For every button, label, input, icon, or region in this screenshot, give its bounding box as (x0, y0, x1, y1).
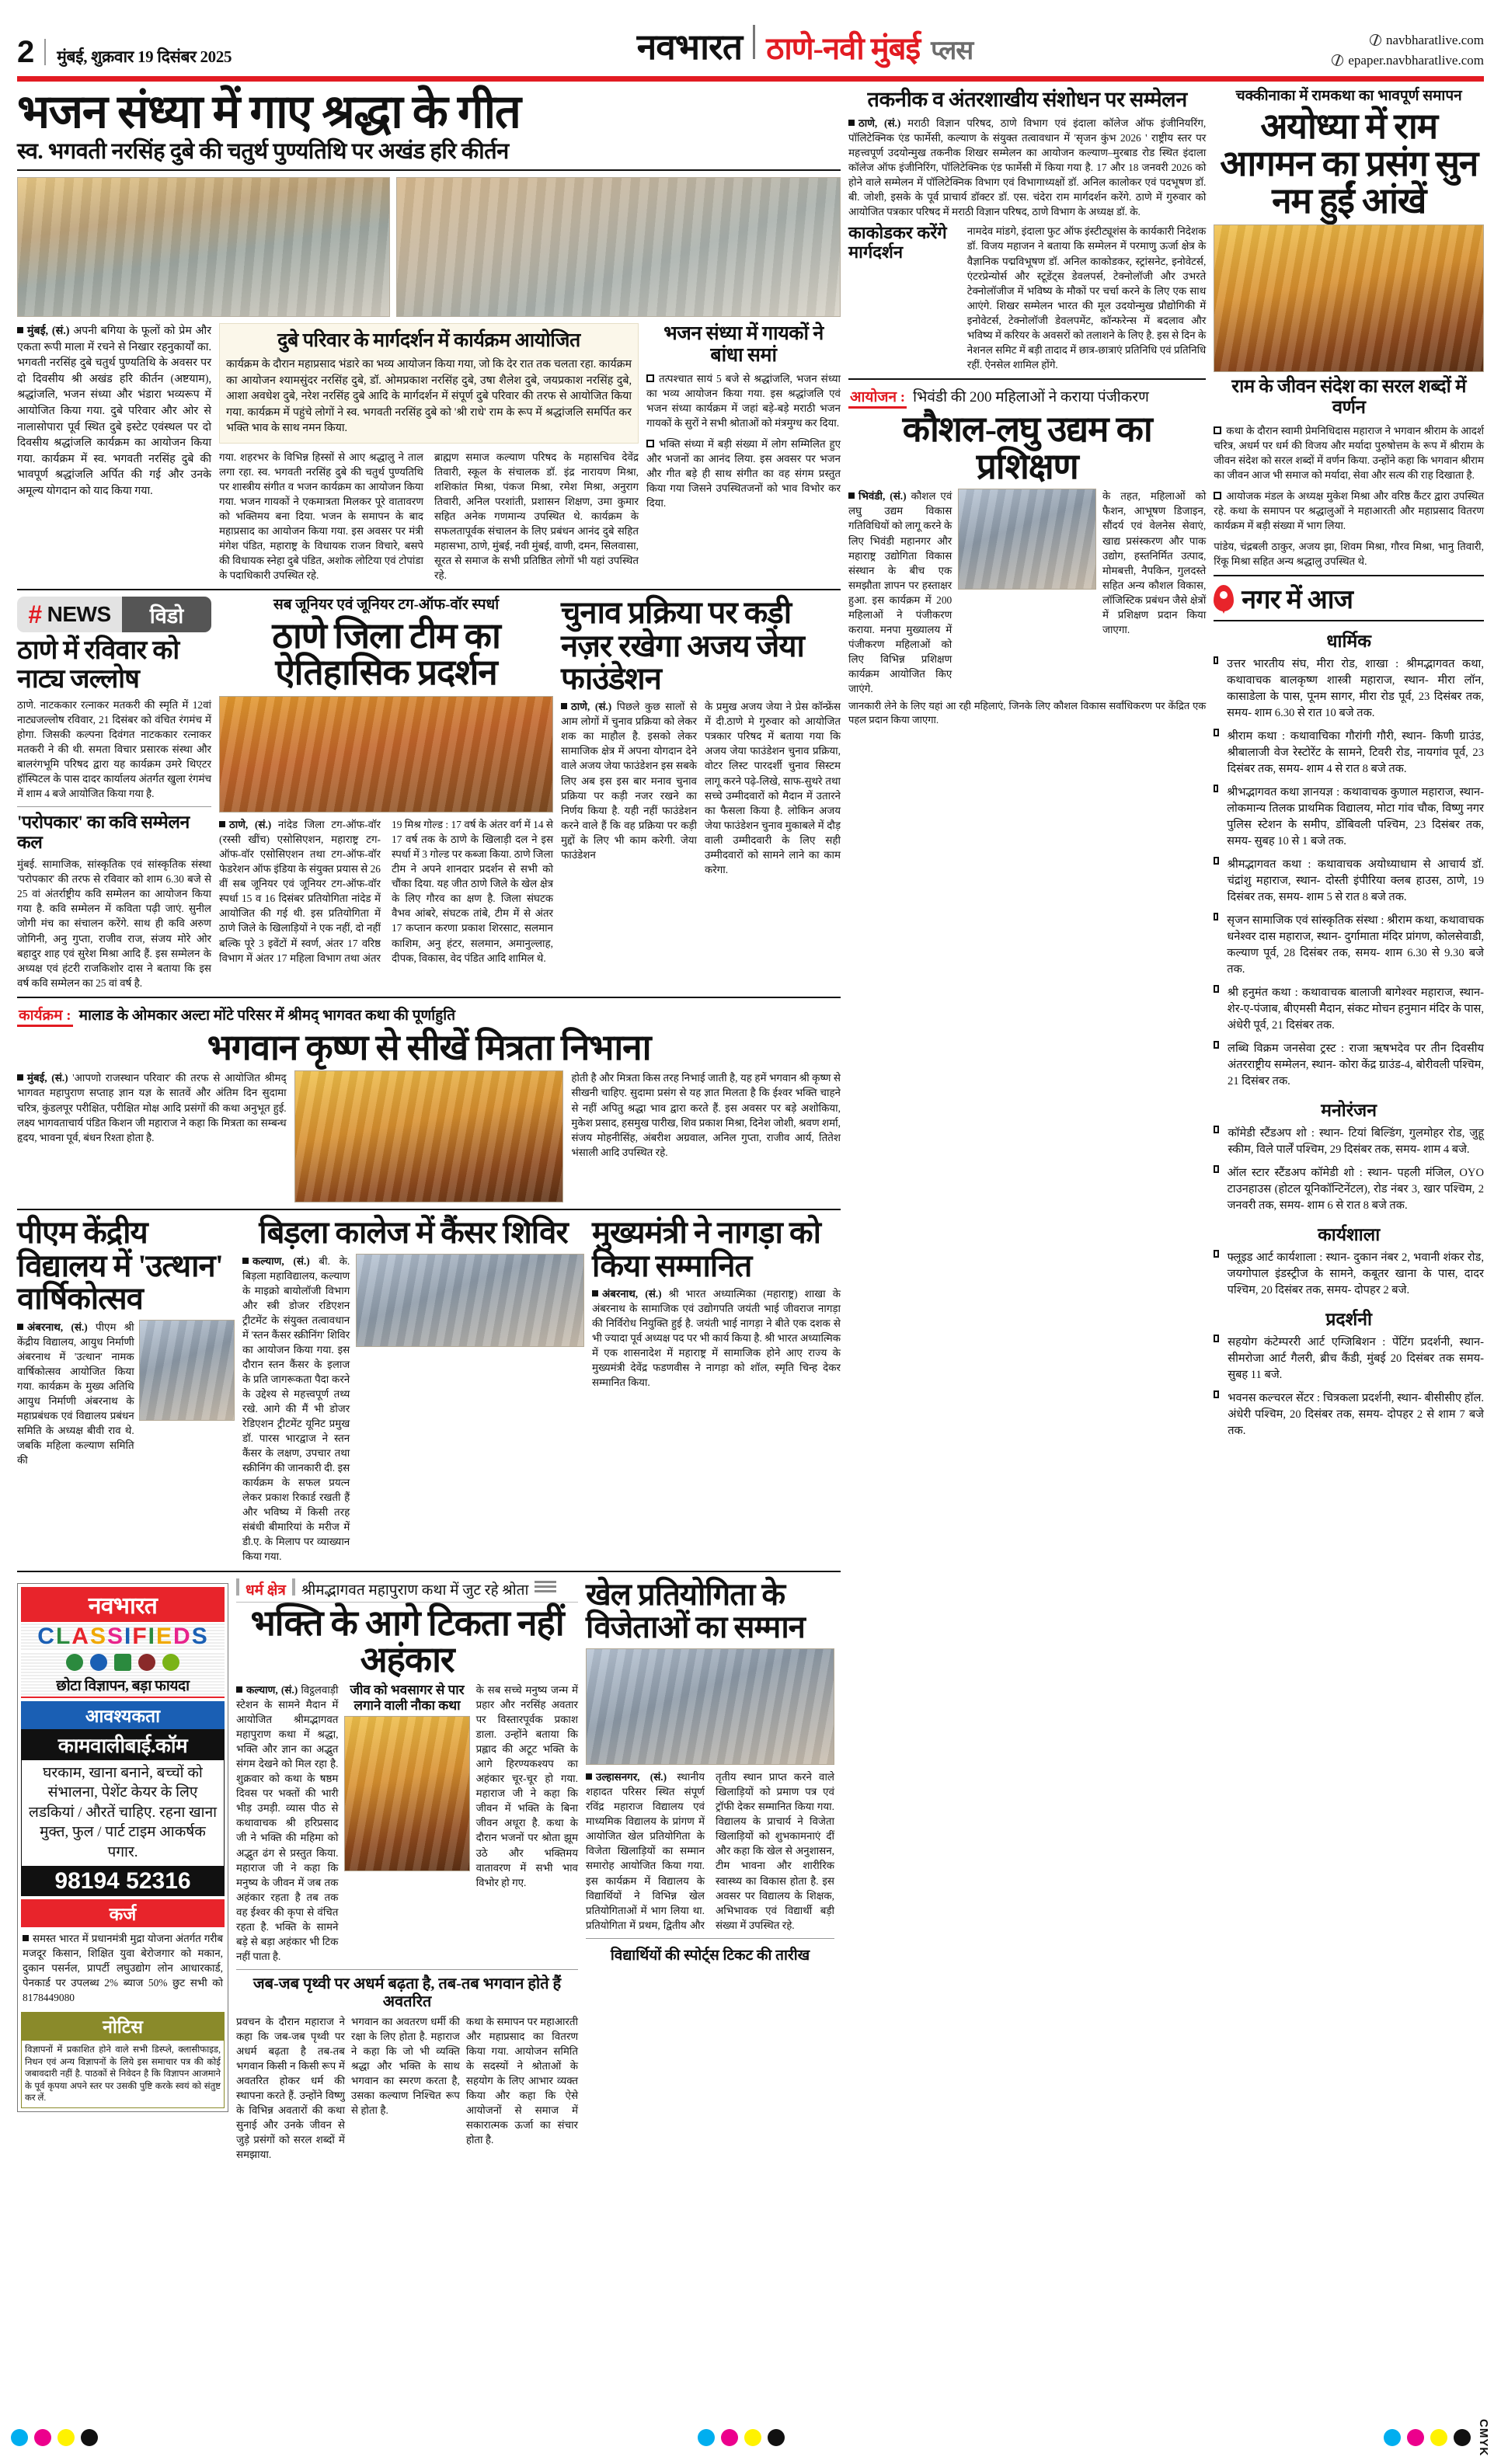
tug-headline: ठाणे जिला टीम का ऐतिहासिक प्रदर्शन (272, 615, 500, 693)
ring-icon (138, 1654, 155, 1671)
dharm-label: धर्म क्षेत्र (246, 1582, 286, 1599)
lead-subheadline: स्व. भगवती नरसिंह दुबे की चतुर्थ पुण्यतिथि पर अखंड हरि कीर्तन (17, 139, 841, 171)
classifieds-section-loan: कर्ज (21, 1899, 225, 1927)
classifieds-section-jobs: आवश्यकता (21, 1701, 225, 1729)
list-item (1214, 913, 1484, 978)
krishna-body-2: होती है और मित्रता किस तरह निभाई जाती है, यह हमें भगवान श्री कृष्ण से सीखनी चाहिए. सुदामा प्रसंग से यह ज्ञात मिलता है कि ईश्वर भक्ति चाहने से नहीं अपितु श्रद्धा भाव द्वारा करते हैं. इस अवसर पर बड़े अशोकिया, मुकेश प्रसाद, हसमुख पारीख, शिव प्रकाश मिश्रा, दिनेश जोशी, श्रवण शर्मा, संजय मोहनीसिंह, अंबरीश अग्रवाल, अनिल गुप्ता, राजीव आर्य, तितेश भंसाली आदि उपस्थित रहे. (571, 1072, 841, 1158)
bullet-square-icon (219, 821, 225, 827)
bullet-hollow-icon (1214, 426, 1221, 434)
bullet-square-icon (848, 492, 855, 499)
classifieds-word: C L A S S I F I E D S (21, 1622, 225, 1651)
lead-sub-headline: दुबे परिवार के मार्गदर्शन में कार्यक्रम आयोजित (277, 329, 580, 351)
sports-body: स्थानीय शहादत परिसर स्थित संपूर्ण रविंद्र महाराज विद्यालय एवं माध्यमिक विद्यालय के प्रांगण में आयोजित खेल प्रतियोगिता के विजेता खिलाड़ियों का सम्मान समारोह आयोजित किया गया. इस कार्यक्रम में विद्यालय के विद्यार्थियों ने विभिन्न खेल प्रतियोगिताओं में भाग लिया था. प्रतियोगिता में प्रथम, द्वितीय और तृतीय स्थान प्राप्त करने वाले खिलाड़ियों को प्रमाण पत्र एवं ट्रॉफी देकर सम्मानित किया गया. विद्यालय के प्राचार्य ने विजेता खिलाड़ियों को शुभकामनाएं दीं और कहा कि खेल से अनुशासन, टीम भावना और शारीरिक स्वास्थ्य का विकास होता है. इस अवसर पर विद्यालय के शिक्षक, अभिभावक एवं विद्यार्थी बड़ी संख्या में उपस्थित रहे. (586, 1771, 834, 1931)
cm-nagda-headline: मुख्यमंत्री ने नागड़ा को किया सम्मानित (592, 1215, 820, 1283)
tech-conf-body-2: नामदेव मांडगे, इंदाला फुट ऑफ इंस्टीट्यूशंस के कार्यकारी निदेशक डॉ. विजय महाजन ने बताया कि सम्मेलन में परमाणु ऊर्जा क्षेत्र के वैज्ञानिक पद्मविभूषण डॉ. अनिल काकोडकर, स्ट्रांसनेट, इनोवेटर्स, एंटरप्रेन्योर्स और स्टूडेंट्स डेवलपर्स, टेक्नोलॉजी और उभरते टेक्नोलॉजीज में भविष्य के मौकों पर चर्चा करने के लिए एक साथ आएंगे. शिखर सम्मेलन भारत की मूल उदयोन्मुख प्रौद्योगिकी में इनोवेटर्स, टेक्नोलॉजी डेवलपमेंट, कॉन्फरेन्स में बदलाव और भविष्य में करियर के अवसरों को तलाशने के लिए है. इस से दिन के नेशनल समिट में बड़ी तादाद में छात्र-छात्राएं प्रतिनिधि एवं प्रतिनिधि रहीं. ऐनसेल शामिल होंगे. (966, 225, 1207, 371)
tug-dateline: ठाणे, (सं.) (229, 819, 272, 831)
election-body-1: पिछले कुछ सालों से आम लोगों में चुनाव प्रक्रिया को लेकर शक का माहौल है. इसको लेकर सामाजिक क्षेत्र में अपना योगदान देने वाले अजय जेया फाउंडेशन इस सबके लिए अब इस इस बार मनाव चुनाव प्रक्रिया पर कड़ी नजर रखने का निर्णय किया है. यही नहीं फाउंडेशन करने वाले हैं कि वह प्रक्रिया पर कड़ी मुद्दों के लिए भी काम करेगी. जेया फाउंडेशन (561, 701, 698, 861)
article-news-video (17, 597, 211, 990)
kaushal-kicker-line (848, 386, 1206, 409)
bullet-hollow-icon (1214, 1335, 1219, 1342)
chakkinaka-headline: अयोध्या में राम आगमन का प्रसंग सुन नम हुईं आंखें (1220, 106, 1478, 221)
sports-footer-headline: विद्यार्थियों की स्पोर्ट्स टिकट की तारीख (610, 1947, 810, 1964)
krishna-kicker-line (17, 1004, 841, 1027)
lead-bullet-2: भक्ति संध्या में बड़ी संख्या में लोग सम्मिलित हुए और भजनों का आनंद लिया. इस अवसर पर भजन और गीत बड़े ही साथ संगीत का वह संगम प्रस्तुत किया गया जिसने उपस्थितजनों को भाव विभोर कर दिया. (646, 438, 841, 510)
lead-continuation (219, 450, 639, 583)
lead-bullet-1: तत्पश्चात सायं 5 बजे से श्रद्धांजलि, भजन संध्या का भव्य आयोजन किया गया. इस श्रद्धांजलि एवं भजन संध्या कार्यक्रम में जहां बड़े-बड़े मराठी भजन गायकों के सुरों ने सभी श्रोताओं को मंत्रमुग्ध कर दिया. (646, 372, 841, 430)
masthead-left (17, 35, 452, 70)
website-epaper[interactable]: epaper.navbharatlive.com (1348, 52, 1484, 68)
cmyk-marks-right (1384, 2419, 1490, 2456)
dharm-body-2: के सब सच्चे मनुष्य जन्म में प्रहार और नरसिंह अवतार पर विस्तारपूर्वक प्रकाश डाला. उन्होंने बताया कि प्रह्लाद की अटूट भक्ति के आगे हिरण्यकश्यप का अहंकार चूर-चूर हो गया. महाराज जी ने कहा कि जीवन में भक्ति के बिना जीवन अधूरा है. कथा के दौरान भजनों पर श्रोता झूम उठे और भक्तिमय वातावरण में सभी भाव विभोर हो गए. (475, 1684, 578, 1888)
event-text: सृजन सामाजिक एवं सांस्कृतिक संस्था : श्रीराम कथा, कथावाचक धनेश्वर दास महाराज, स्थान- दुर्गामाता मंदिर प्रांगण, कोलसेवाडी, कल्याण पूर्व, 28 दिसंबर तक, समय- शाम 6.30 से 9.30 बजे तक. (1227, 914, 1484, 976)
lead-subarticle (219, 323, 639, 444)
article-election (561, 597, 841, 990)
kavi-sammelan-headline: 'परोपकार' का कवि सम्मेलन कल (17, 812, 190, 852)
dharm-sub: जीव को भवसागर से पार लगाने वाली नौका कथा (350, 1683, 465, 1713)
list-item (1214, 985, 1484, 1034)
column-left (17, 88, 841, 2162)
event-text: सहयोग कंटेम्पररी आर्ट एग्जिबिशन : पेंटिंग प्रदर्शनी, स्थान- सीमरोजा आर्ट गैलरी, ब्रीच कैंडी, मुंबई 20 दिसंबर तक समय- सुबह 11 बजे. (1228, 1335, 1484, 1381)
graduation-cap-icon (114, 1654, 131, 1671)
bullet-hollow-icon (1214, 985, 1219, 993)
article-lead (17, 88, 841, 583)
video-badge-label: विडो (122, 597, 211, 632)
news-video-badge[interactable] (17, 597, 211, 632)
classifieds-block (17, 1578, 228, 2163)
cmyk-marks-center (698, 2429, 785, 2446)
globe-icon (1332, 54, 1343, 66)
article-kaushal (848, 386, 1206, 727)
bullet-hollow-icon (1214, 1250, 1218, 1258)
birla-headline: बिड़ला कालेज में कैंसर शिविर (259, 1215, 568, 1251)
lead-photo-2 (396, 177, 841, 317)
article-tech-conf (848, 88, 1206, 372)
bullet-hollow-icon (1214, 1165, 1218, 1173)
bullet-square-icon (17, 1074, 23, 1081)
lead-right-subhead: भजन संध्या में गायकों ने बांधा समां (663, 322, 824, 366)
bullet-hollow-icon (1214, 729, 1218, 736)
list-item (1214, 1165, 1484, 1214)
birla-body: बी. के. बिड़ला महाविद्यालय, कल्याण के माइक्रो बायोलॉजी विभाग और स्त्री डोजर रडिएशन ट्रीटमेंट के संयुक्त तत्वावधान में 'स्तन कैंसर स्क्रीनिंग' शिविर का आयोजन किया गया. इस दौरान स्तन कैंसर के इलाज के प्रति जागरूकता पैदा करने के उद्देश्य से महत्त्वपूर्ण तथ्य रखे. आगे की मैं भी डोजर रेडिएशन ट्रीटमेंट यूनिट प्रमुख डॉ. पारस भारद्वाज ने स्तन कैंसर के लक्षण, उपचार तथा स्क्रीनिंग की जानकारी दी. इस कार्यक्रम के सफल प्रयत्न लेकर प्रकाश रिकार्ड रखती हैं और भविष्य में किसी तरह संबंधी बीमारियां के मरीज में डी.ए. के मिलाप पर व्याख्यान किया गया. (242, 1255, 350, 1563)
chakkinaka-bullet-1: कथा के दौरान स्वामी प्रेमनिधिदास महाराज ने भगवान श्रीराम के आदर्श चरित्र, अधर्म पर धर्म की विजय और मर्यादा पुरुषोत्तम के रूप में श्रीराम के जीवन संदेश को सरल शब्दों में वर्णन किया. उन्होंने कहा कि भगवान श्रीराम का जीवन आज भी समाज को मर्यादा, सेवा और सत्य की राह दिखाता है. (1214, 424, 1484, 481)
kaushal-photo (958, 489, 1096, 590)
pm-kv-dateline: अंबरनाथ, (सं.) (27, 1321, 88, 1333)
dharm-footer-headline: जब-जब पृथ्वी पर अधर्म बढ़ता है, तब-तब भगवान होते हैं अवतरित (252, 1975, 562, 2010)
website-main[interactable]: navbharatlive.com (1385, 33, 1484, 47)
nagar-category-name: मनोरंजन (1321, 1100, 1377, 1120)
lead-headline: भजन संध्या में गाए श्रद्धा के गीत (17, 86, 521, 137)
dharm-dateline: कल्याण, (सं.) (246, 1684, 298, 1697)
dharm-footer-body-1: प्रवचन के दौरान महाराज ने कहा कि जब-जब पृथ्वी पर अधर्म बढ़ता है तब-तब भगवान किसी न किसी रूप में अवतरित होकर धर्म की स्थापना करते हैं. उन्होंने विष्णु के विभिन्न अवतारों की कथा सुनाई और उनके जीवन से जुड़े प्रसंगों को सरल शब्दों में समझाया. (236, 2015, 345, 2161)
event-text: श्रीमद्भागवत कथा : कथावाचक अयोध्याधाम से आचार्य डॉ. चंद्रांशु महाराज, स्थान- दोस्ती इंपीरिया क्लब हाउस, ठाणे, 19 दिसंबर तक, समय- शाम 5 से रात 8 बजे तक. (1227, 858, 1484, 903)
krishna-kicker: मालाड के ओमकार अल्टा मोंटे परिसर में श्रीमद् भागवत कथा की पूर्णाहुति (78, 1007, 456, 1024)
election-body-2: के प्रमुख अजय जेया ने प्रेस कॉन्फ्रेंस में दी.ठाणे मे गुरुवार को आयोजित पत्रकार परिषद में बताया गया कि अजय जेया फाउंडेशन चुनाव प्रक्रिया, वोटर लिस्ट पारदर्शी चुनाव सिस्टम लागू करने पढ़े-लिखे, साफ-सुथरे तथा सच्चे उम्मीदवारों को मैदान में उतारने का फैसला किया है. लोकिन अजय जेया फाउंडेशन चुनाव मुकाबले में दौड़ वाली उम्मीदवारी के लिए सही उम्मीदवारों को सामने लाने का काम करेगा. (705, 701, 841, 875)
bullet-hollow-icon (646, 440, 654, 447)
nagar-category-name: कार्यशाला (1318, 1224, 1381, 1244)
main-grid (11, 82, 1490, 2168)
pm-kv-body: पीएम श्री केंद्रीय विद्यालय, आयुध निर्माणी अंबरनाथ में 'उत्थान' नामक वार्षिकोत्सव आयोजित किया गया. कार्यक्रम के मुख्य अतिथि आयुध निर्माणी अंबरनाथ के महाप्रबंधक एवं विद्यालय प्रबंधन समिति के अध्यक्ष बीवी राव थे. जबकि महिला कल्याण समिति की (17, 1321, 134, 1466)
lead-photo-row (17, 177, 841, 317)
ad-body: घरकाम, खाना बनाने, बच्चों को संभालना, पेशेंट केयर के लिए लडकियां / औरतें चाहिए. रहना खाना मुक्त, फुल / पार्ट टाइम आकर्षक पगार. (21, 1760, 225, 1867)
bullet-hollow-icon (1214, 785, 1218, 792)
dharm-kicker: श्रीमद्भागवत महापुराण कथा में जुट रहे श्रोता (301, 1582, 529, 1599)
event-text: भवनस कल्चरल सेंटर : चित्रकला प्रदर्शनी, स्थान- बीसीसीए हॉल. अंधेरी पश्चिम, 20 दिसंबर तक, समय- दोपहर 2 से शाम 7 बजे तक. (1228, 1391, 1484, 1437)
article-cm-nagda (592, 1216, 841, 1564)
bullet-square-icon (242, 1258, 249, 1264)
cm-nagda-body: श्री भारत अध्यात्मिका (महाराष्ट्र) शाखा के अंबरनाथ के सामाजिक एवं उद्योगपति जयंती भाई जीवराज नागड़ा की निर्विरोध नियुक्ति हुई है. जयंती भाई नागड़ा ने बीते एक दशक से भी ज्यादा पूर्व अध्यक्ष पद पर भी कार्य किया है. श्री भारत अध्यात्मिक में एक शासनादेश में महाराष्ट्र में सामाजिक होने आए राज्य के मुख्यमंत्री देवेंद्र फडणवीस ने नागड़ा को शॉल, स्मृति चिन्ह देकर सम्मानित किया. (592, 1288, 841, 1389)
bullet-hollow-icon (1214, 1390, 1219, 1398)
tech-conf-dateline: ठाणे, (सं.) (858, 117, 901, 130)
bullet-hollow-icon (1214, 492, 1221, 499)
bullet-square-icon (561, 703, 567, 709)
loan-ad-body: समस्त भारत में प्रधानमंत्री मुद्रा योजना अंतर्गत गरीब मजदूर किसान, शिक्षित युवा बेरोजगार को मकान, दुकान पसर्नल, प्रापर्टी लघुउद्योग लोन आधारकार्ड, पेनकार्ड पर उपलब्ध 2% ब्याज 50% छुट सभी को 8178449080 (23, 1932, 223, 2003)
location-pin-icon (1214, 585, 1234, 611)
bullet-square-icon (236, 1686, 242, 1693)
kaushal-caption: जानकारी लेने के लिए यहां आ रही महिलाएं, जिनके लिए कौशल विकास सर्वांधिकरण पर केंद्रित एक पहल प्रदान किया जाएगा. (848, 699, 1207, 726)
chakkinaka-bullet-2: आयोजक मंडल के अध्यक्ष मुकेश मिश्रा और वरिष्ठ कैंटर द्वारा उपस्थित रहे. कथा के समापन पर श्रद्धालुओं ने महाआरती और महाप्रसाद वितरण कार्यक्रम में बड़ी संख्या में भाग लिया. (1214, 489, 1484, 531)
masthead (11, 0, 1490, 75)
article-pm-kv (17, 1216, 235, 1564)
news-badge-left (17, 597, 122, 632)
krishna-photo (294, 1070, 564, 1202)
list-item (1214, 1335, 1484, 1383)
list-item (1214, 729, 1484, 778)
event-text: ऑल स्टार स्टैंडअप कॉमेडी शो : स्थान- पहली मंजिल, OYO टाउनहाउस (होटल यूनिकॉन्टिनेंटल), रोड नंबर 3, खार पश्चिम, 2 जनवरी तक, समय- शाम 6 से रात 8 बजे तक. (1227, 1166, 1484, 1212)
list-item (1214, 1041, 1484, 1090)
classifieds-tagline: छोटा विज्ञापन, बड़ा फायदा (21, 1673, 225, 1698)
house-icon (66, 1654, 83, 1671)
list-item (1214, 857, 1484, 906)
dharm-body-1: विट्ठलवाड़ी स्टेशन के सामने मैदान में आयोजित श्रीमद्भागवत महापुराण कथा में श्रद्धा, भक्ति और ज्ञान का अद्भुत संगम देखने को मिल रहा है. शुक्रवार को कथा के षष्ठम दिवस पर भक्तों की भारी भीड़ उमड़ी. व्यास पीठ से कथावाचक श्री हरिप्रसाद जी ने भक्ति की महिमा को अद्भुत ढंग से प्रस्तुत किया. महाराज जी ने कहा कि मनुष्य के जीवन में जब तक अहंकार रहता है तब तक वह ईश्वर की कृपा से वंचित रहता है. भक्ति के सामने बड़े से बड़ा अहंकार भी टिक नहीं पाता है. (236, 1684, 339, 1962)
event-text: कॉमेडी स्टैंडअप शो : स्थान- टियां बिल्डिंग, गुलमोहर रोड, जुहू स्कीम, विले पार्लें पश्चिम, 29 दिसंबर तक, समय- शाम 4 बजे. (1228, 1126, 1484, 1156)
search-icon (90, 1654, 107, 1671)
article-birla (242, 1216, 584, 1564)
pm-kv-headline: पीएम केंद्रीय विद्यालय में 'उत्थान' वार्षिकोत्सव (17, 1215, 223, 1317)
kaushal-body-1: कौशल एवं लघु उद्यम विकास गतिविधियों को लागू करने के लिए भिवंडी महानगर और महाराष्ट्र उद्योगिता विकास संस्थान के बीच एक समझौता ज्ञापन पर हस्ताक्षर हुआ. इस कार्यक्रम में 200 महिलाओं ने पंजीकरण कराया. मनपा मुख्यालय में पंजीकरण महिलाओं को लिए विभिन्न प्रशिक्षण कार्यक्रम आयोजित किए जाएंगे. (848, 490, 952, 694)
section-rule (17, 589, 841, 590)
election-dateline: ठाणे, (सं.) (571, 701, 612, 713)
masthead-date: मुंबई, शुक्रवार 19 दिसंबर 2025 (57, 47, 232, 66)
lead-dateline: मुंबई, (सं.) (27, 324, 70, 337)
kavi-sammelan-body: मुंबई. सामाजिक, सांस्कृतिक एवं सांस्कृतिक संस्था 'परोपकार' की तरफ से रविवार को शाम 6.30 बजे से 25 वां अंतर्राष्ट्रीय कवि सम्मेलन का आयोजन किया गया है. कवि सम्मेलन में कविता पढ़ी जाएं. सुनील जोगी मंच का संचालन करेंगे. साथ ही कवि अरुण जोगिनी, अनु गुप्ता, राजीव राज, संजय मोरे ओर बहादुर शाह एवं सुरेश मिश्रा आदि हैं. इस सम्मेलन के अध्यक्ष एवं हंटरी राजकिशोर दास ने बताया कि इस वर्ष कवि सम्मेलन का 25 वां वर्ष है. (17, 858, 211, 989)
lead-body-2: गया. शहरभर के विभिन्न हिस्सों से आए श्रद्धालु ने ताल लगा रहा. स्व. भगवती नरसिंह दुबे की चतुर्थ पुण्यतिथि पर शास्त्रीय संगीत व भजन कार्यक्रम का आयोजन किया गया. भजन गायकों ने एकमात्रता मिलकर पूरे वातावरण को भक्तिमय बना दिया. भजन के समापन के बाद महाप्रसाद का आयोजन किया गया. इस अवसर पर मंत्री मंगेश पंडित, महाराष्ट्र के विधायक राजन विचारे, बसपे की विधायक स्नेहा दुबे पंडित, अशोक लोटिया एवं टोपांडा के पदाधिकारी उपस्थित रहे. (219, 451, 423, 582)
notice-body: विज्ञापनों में प्रकाशित होने वाले सभी डिस्प्ले, क्लासीफाइड, निधन एवं अन्य विज्ञापनों के लिये इस समाचार पत्र की कोई जबावदारी नहीं है. पाठकों से निवेदन है कि विज्ञापन आजमाने के पूर्व कृपया अपने स्तर पर उसकी पुष्टि करके स्वयं को संतुष्ट कर लें. (21, 2040, 225, 2108)
masthead-websites (1158, 30, 1484, 70)
krishna-headline: भगवान कृष्ण से सीखें मित्रता निभाना (207, 1027, 651, 1067)
bullet-hollow-icon (1214, 1126, 1219, 1133)
kaushal-kicker-label: आयोजन : (848, 386, 907, 409)
news-video-body: ठाणे. नाटककार रत्नाकर मतकरी की स्मृति में 12वां नाट्यजल्लोष रविवार, 21 दिसंबर को वंचित रंगमंच में होगा. जिसकी कल्पना दिवंगत नाटककार रत्नाकर मतकरी ने की थी. समता विचार प्रसारक संस्था और बालरंगभूमि परिषद द्वारा यह कार्यक्रम उमरे थिएटर हॉस्पिटल के पास दादर कार्यालय अंतर्गत खुला रंगमंच में शाम 4 बजे आयोजित किया गया है. (17, 698, 211, 799)
bullet-hollow-icon (646, 374, 654, 382)
dharm-rule-icon (292, 1578, 295, 1596)
bullet-square-icon (848, 120, 855, 126)
krishna-kicker-label: कार्यक्रम : (17, 1004, 73, 1027)
event-text: श्री हनुमंत कथा : कथावाचक बालाजी बागेश्वर महाराज, स्थान- शेर-ए-पंजाब, बीएमसी मैदान, संकट मोचन हनुमान मंदिर के पास, अंधेरी पूर्व, 21 दिसंबर तक. (1227, 986, 1484, 1032)
nagar-header (1214, 575, 1484, 621)
tech-conf-headline: तकनीक व अंतरशाखीय संशोधन पर सम्मेलन (867, 88, 1187, 111)
tug-kicker: सब जूनियर एवं जूनियर टग-ऑफ-वॉर स्पर्धा (273, 597, 500, 614)
event-text: उत्तर भारतीय संघ, मीरा रोड, शाखा : श्रीमद्भागवत कथा, कथावाचक बालकृष्ण शास्त्री महाराज, स्थान- मीरा लॉन, कासाडेला के पास, पूनम सागर, मीरा रोड पूर्व, 23 दिसंबर तक, समय- शाम 6.30 से रात 10 बजे तक. (1227, 657, 1484, 719)
birla-photo (356, 1254, 584, 1347)
bullet-square-icon (592, 1290, 598, 1296)
nagar-category (1214, 628, 1484, 1090)
article-krishna (17, 1004, 841, 1203)
lead-body: अपनी बगिया के फूलों को प्रेम और एकता रूपी माला में रचने से निखार रहनुकार्यों का. भगवती नरसिंह दुबे चतुर्थ पुण्यतिथि के अवसर पर दो दिवसीय श्री अखंड हरि कीर्तन (अष्टयाम), श्रद्धांजलि, भजन संध्या और भंडारा भव्यरूप में आयोजित किया गया. दुबे परिवार और ओर से नालासोपारा पूर्व स्थित दुबे इस्टेट एवंस्थल पर दो दिवसीय श्रद्धांजलि कार्यक्रम का आयोजन किया गया. कार्यक्रम में स्व. भगवती नरसिंह दुबे की भावपूर्ण श्रद्धांजलि अर्पित की गई और उनके अमूल्य योगदान को याद किया गया. (17, 324, 211, 497)
article-chakkinaka (1214, 88, 1484, 569)
kaushal-headline: कौशल-लघु उद्यम का प्रशिक्षण (902, 409, 1152, 486)
dharm-rule-icon (236, 1578, 239, 1596)
cm-nagda-dateline: अंबरनाथ, (सं.) (602, 1288, 662, 1300)
article-dharm (236, 1578, 578, 2163)
health-icon (162, 1654, 179, 1671)
bullet-hollow-icon (1214, 1041, 1219, 1049)
masthead-brand-block (452, 22, 1158, 70)
event-text: लब्धि विक्रम जनसेवा ट्रस्ट : राजा ऋषभदेव पर तीन दिवसीय अंतरराष्ट्रीय सम्मेलन, स्थान- कोरा केंद्र ग्राउंड-4, बोरीवली पश्चिम, 21 दिसंबर तक. (1228, 1042, 1484, 1088)
row-three (17, 1216, 841, 1564)
tug-photo (219, 696, 553, 813)
news-badge-label: NEWS (47, 602, 111, 627)
nagar-category (1214, 1306, 1484, 1439)
lead-body-3: ब्राह्मण समाज कल्याण परिषद के महासचिव देवेंद्र तिवारी, स्कूल के संचालक डॉ. इंद्र नारायण मिश्रा, शशिकांत मिश्रा, पंकज मिश्रा, रमेश मिश्रा, अनुराग तिवारी, अनिल परशांती, प्रशासन शिक्षण, उमा कुमार सहित अनेक गणमान्य उपस्थित थे. कार्यक्रम के सफलतापूर्वक संचालन के लिए प्रबंधन आनंद दुबे सहित महासभा, ठाणे, मुंबई, नवी मुंबई, वाणी, दमन, सिलवासा, सूरत से समाज के सभी प्रतिष्ठित लोगों भी यहां उपस्थित रहे. (434, 451, 639, 582)
classifieds-icon-row (21, 1651, 225, 1673)
lead-col-3 (646, 323, 841, 583)
pm-kv-photo (139, 1320, 235, 1421)
nagar-category (1214, 1221, 1484, 1299)
kaushal-kicker: भिवंडी की 200 महिलाओं ने कराया पंजीकरण (913, 388, 1149, 405)
cmyk-label: CMYK (1477, 2418, 1490, 2456)
globe-icon (1370, 34, 1381, 46)
nagar-category-name: प्रदर्शनी (1325, 1309, 1372, 1329)
tug-body: नांदेड जिला टग-ऑफ-वॉर (रस्सी खींच) एसोसिएशन, महाराष्ट्र टग-ऑफ-वॉर एसोसिएशन तथा टग-ऑफ-वॉर फेडरेशन ऑफ इंडिया के संयुक्त प्रयास से 26 वीं सब जूनियर एवं जूनियर टग-ऑफ-वॉर स्पर्धा 15 व 16 दिसंबर प्रतियोगिता नांदेड में आयोजित की गई थी. इस प्रतियोगिता में ठाणे जिले के खिलाड़ियों ने एक नहीं, दो नहीं बल्कि पूरे 3 इवेंटों में स्वर्ण, अंतर 17 वरिष्ठ विभाग में अंतर 17 महिला विभाग तथा अंतर 19 मिश्र गोल्ड : 17 वर्ष के अंतर वर्ग में 14 से 17 वर्ष तक के ठाणे के खिलाड़ी दल ने इस स्पर्धा में 3 गोल्ड पर कब्जा किया. ठाणे जिला टीम ने अपने शानदार प्रदर्शन से सभी को चौंका दिया. यह जीत ठाणे जिले के खेल क्षेत्र के लिए गौरव का क्षण है. जिला संघटक वैभव आंबरे, संघटक तांबे, टीम में से अंतर 17 कप्तान करणा प्रकाश शिरसाट, सलमान काशिम, अनु हंटर, सलमान, अमानुल्लाह, दीपक, विकास, वेद पंडित आदि शामिल थे. (219, 819, 553, 964)
bullet-hollow-icon (1214, 656, 1218, 664)
sports-photo (586, 1648, 834, 1765)
kaushal-body-2: के तहत, महिलाओं को फैशन, आभूषण डिजाइन, सौंदर्य एवं वेलनेस सेवाएं, खाद्य प्रसंस्करण और पाक उद्योग, हस्तनिर्मित उत्पाद, मोमबत्ती, नैपकिन, गुलदस्ते सहित अन्य कौशल विकास, लॉजिस्टिक प्रबंधन जैसे क्षेत्रों में प्रशिक्षण प्रदान किया जाएगा. (1102, 490, 1207, 635)
dharm-kicker-line (236, 1578, 578, 1603)
brand-separator (753, 25, 755, 59)
chakkinaka-closing: पांडेय, चंद्रबली ठाकुर, अजय झा, शिवम मिश्रा, गौरव मिश्रा, भानु तिवारी, रिंकू मिश्रा सहित अन्य श्रद्धालु उपस्थित थे. (1214, 540, 1484, 567)
classifieds-brand: नवभारत (21, 1587, 225, 1622)
chakkinaka-photo (1214, 224, 1484, 372)
ad-title: कामवालीबाई.कॉम (21, 1729, 225, 1760)
lead-col-2 (219, 323, 639, 583)
list-item (1214, 656, 1484, 722)
classifieds-section-notice: नोटिस (21, 2012, 225, 2040)
krishna-body-1: 'आपणो राजस्थान परिवार' की तरफ से आयोजित श्रीमद् भागवत महापुराण सप्ताह ज्ञान यज्ञ के सातवें और अंतिम दिन सुदामा चरित्र, कुंडलपूर परीक्षित, परीक्षित मोक्ष आदि प्रसंगों की कथा अनुभूत हुई. लक्ष्य भागवताचार्य पंडित किशन जी महाराज ने कहा कि मित्रता का सम्बन्ध हृदय, भावना पूर्व, बंधन रिश्ता होता है. (17, 1072, 287, 1143)
nagar-title: नगर में आज (1242, 585, 1353, 614)
article-sports (586, 1578, 834, 2163)
list-item (1214, 1250, 1484, 1299)
tech-conf-side-note: काकोडकर करेंगे मार्गदर्शन (848, 223, 947, 262)
nagar-category-name: धार्मिक (1326, 631, 1371, 651)
column-right (1214, 88, 1484, 2162)
chakkinaka-sub-headline: राम के जीवन संदेश का सरल शब्दों में वर्णन (1231, 376, 1467, 418)
nagar-me-aaj (1214, 575, 1484, 1439)
sports-dateline: उल्हासनगर, (सं.) (596, 1771, 667, 1784)
birla-dateline: कल्याण, (सं.) (252, 1255, 310, 1267)
dharm-photo (344, 1716, 469, 1871)
dharm-footer-body-3: कथा के समापन पर महाआरती और महाप्रसाद का वितरण किया गया. आयोजन समिति के सदस्यों ने श्रोताओं के सहयोग के लिए आभार व्यक्त किया और कहा कि ऐसे आयोजनों से समाज में सकारात्मक ऊर्जा का संचार होता है. (465, 2015, 579, 2146)
list-item (1214, 1126, 1484, 1158)
list-item (1214, 1390, 1484, 1439)
masthead-divider (44, 39, 46, 65)
bullet-square-icon (586, 1773, 592, 1780)
dharm-headline: भक्ति के आगे टिकता नहीं अहंकार (250, 1603, 564, 1680)
masthead-red-rule (17, 76, 1484, 82)
lead-columns (17, 323, 841, 583)
tech-conf-body: मराठी विज्ञान परिषद, ठाणे विभाग एवं इंदाला कॉलेज ऑफ इंजीनियरिंग, पॉलिटेक्निक एंड फार्मेसी, कल्याण के संयुक्त तत्वावधान में 'सृजन कुंभ 2026 ' राष्ट्रीय स्तर पर महत्त्वपूर्ण उदयोन्मुख तकनीक शिखर सम्मेलन का आयोजन कल्याण–मुरबाड रोड स्थित इंदाला कॉलेज ऑफ इंजीनिरिंग, पॉलिटेक्निक एंड फार्मेसी में किया गया है. 17 और 18 जनवरी 2026 को होने वाले सम्मेलन में पॉलिटेक्निक विभाग एवं विभागाध्यक्षों डॉ. अनिल कालोकर एवं पदभूषण डॉ. बी. जोशी, इसके के पूर्व प्राचार्य डॉक्टर डॉ. एस. चंदेरा राम मार्गदर्शन करेंगे. ठाणे में गुरुवार को आयोजित पत्रकार परिषद में मराठी विज्ञान परिषद, ठाणे विभाग के अध्यक्ष डॉ. के. (848, 117, 1207, 218)
brand-name: नवभारत (636, 27, 743, 67)
event-text: फ्लूइड आर्ट कार्यशाला : स्थान- दुकान नंबर 2, भवानी शंकर रोड, जयगोपाल इंडस्ट्रीज के सामने, कबूतर खाना के पास, दादर पश्चिम, 20 दिसंबर तक, समय- दोपहर 2 बजे. (1227, 1251, 1484, 1296)
kaushal-dateline: भिवंडी, (सं.) (858, 490, 907, 503)
lead-sub-body: कार्यक्रम के दौरान महाप्रसाद भंडारे का भव्य आयोजन किया गया, जो कि देर रात तक चलता रहा. कार्यक्रम का आयोजन श्यामसुंदर नरसिंह दुबे, डॉ. ओमप्रकाश नरसिंह दुबे, उषा शैलेश दुबे, जयप्रकाश नरसिंह दुबे, आशा अवधेश दुबे, नरेश नरसिंह दुबे आदि के मार्गदर्शन में संपूर्ण दुबे परिवार की तरफ से आयोजित किया गया. कार्यक्रम में पहुंचे लोगों ने स्व. भगवती नरसिंह दुबे को 'श्री राधे' राम के रूप में श्रद्धांजलि समर्पित कर भक्ति भाव के साथ नमन किया. (226, 357, 632, 435)
row-two (17, 597, 841, 990)
news-video-headline: ठाणे में रविवार को नाट्य जल्लोष (17, 636, 179, 694)
edition-name: ठाणे-नवी मुंबई (766, 31, 921, 66)
bullet-square-icon (23, 1935, 29, 1941)
bullet-hollow-icon (1214, 857, 1218, 865)
cmyk-marks-left (11, 2429, 98, 2446)
lead-col-1 (17, 323, 211, 583)
chakkinaka-kicker: चक्कीनाका में रामकथा का भावपूर्ण समापन (1235, 88, 1462, 104)
election-headline: चुनाव प्रक्रिया पर कड़ी नज़र रखेगा अजय जेया फाउंडेशन (561, 595, 804, 696)
list-item (1214, 785, 1484, 850)
nagar-category (1214, 1097, 1484, 1214)
dharm-footer-body-2: भगवान का अवतरण धर्मी की रक्षा के लिए होता है. महाराज ने कहा कि जो भी व्यक्ति श्रद्धा और भक्ति के साथ भगवान का स्मरण करता है, उसका कल्याण निश्चित रूप से होता है. (350, 2015, 460, 2116)
page-number: 2 (17, 35, 34, 69)
edition-plus: प्लस (931, 37, 973, 65)
krishna-dateline: मुंबई, (सं.) (27, 1072, 68, 1084)
bullet-square-icon (17, 1324, 23, 1330)
column-middle (848, 88, 1206, 2162)
lead-photo-1 (17, 177, 390, 317)
article-tug-of-war (219, 597, 553, 990)
row-four (17, 1578, 841, 2163)
ad-phone[interactable]: 98194 52316 (21, 1867, 225, 1896)
menu-icon (535, 1578, 556, 1595)
hash-icon: # (28, 600, 42, 628)
event-text: श्रीराम कथा : कथावाचिका गौरांगी गौरी, स्थान- किणी ग्राउंड, श्रीबालाजी वेज रेस्टोरेंट के सामने, टिवरी रोड, नायगांव पूर्व, 23 दिसंबर तक, समय- शाम 4 से रात 8 बजे तक. (1227, 729, 1484, 775)
footer-bar (11, 2419, 1490, 2456)
bullet-hollow-icon (1214, 913, 1218, 921)
event-text: श्रीभद्भागवत कथा ज्ञानयज्ञ : कथावाचक कुणाल महाराज, स्थान- लोकमान्य तिलक प्राथमिक विद्यालय, मोटा गांव चौक, विष्णु नगर पुलिस स्टेशन के समीप, डोंबिवली पश्चिम, 23 दिसंबर तक, समय- सुबह 10 से 1 बजे तक. (1227, 785, 1484, 847)
sports-headline: खेल प्रतियोगिता के विजेताओं का सम्मान (586, 1576, 805, 1644)
bullet-square-icon (17, 327, 23, 333)
